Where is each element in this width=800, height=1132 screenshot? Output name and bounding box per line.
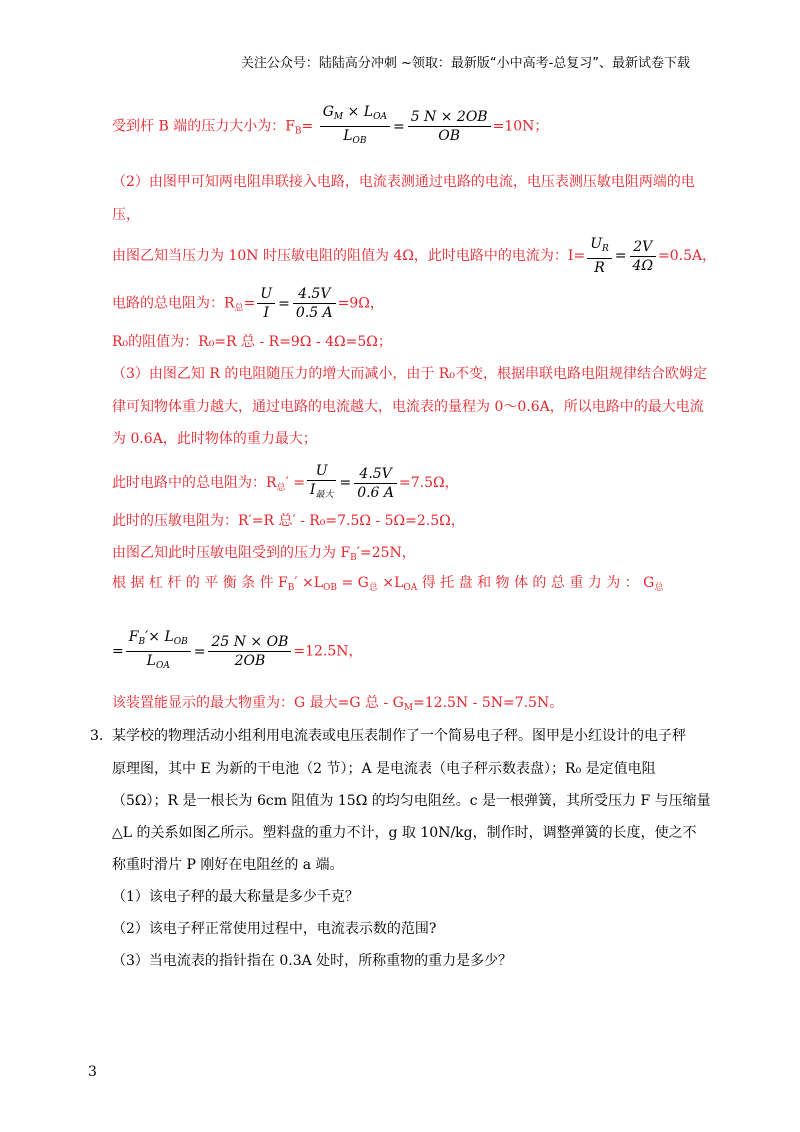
text: ′=25N，	[356, 545, 416, 561]
sub: B	[138, 637, 146, 647]
text: 电路的总电阻为：R	[112, 295, 235, 312]
solution-line-1: 受到杆 B 端的压力大小为：$F_B=$ $\frac{G_M \times L_{OA}}{L_{OB}}$ = $\frac{5 N \times 2OB}{OB}$ =10N；	[112, 103, 548, 150]
text: =12.5N，	[293, 643, 363, 660]
solution-line-4: 由图乙知当压力为 10N 时压敏电阻的阻值为 4Ω，此时电路中的电流为：I= $\frac{U_R}{R}$ = $\frac{2V}{4\Omega}$ =0.5A，	[112, 236, 717, 276]
sub: R	[602, 244, 609, 254]
sub: OB	[352, 136, 367, 146]
num: 5 N × 2OB	[408, 108, 491, 127]
text: =12.5N - 5N=7.5N。	[413, 695, 564, 711]
sub: B	[294, 126, 302, 137]
fraction-4-5v-over-0-5a	[293, 285, 336, 322]
sub: OA	[373, 112, 387, 122]
text: ′ ×L	[294, 575, 324, 591]
text: 根 据 杠 杆 的 平 衡 条 件 F	[112, 575, 288, 591]
den: 0.5 A	[295, 305, 333, 321]
text: 由图乙知当压力为 10N 时压敏电阻的阻值为 4Ω，此时电路中的电流为：I=	[112, 248, 586, 264]
den: R	[594, 260, 605, 276]
text: ′ =	[285, 475, 305, 491]
fraction-2v-over-4ohm	[630, 238, 657, 275]
question-3-line-4: △L 的关系如图乙所示。塑料盘的重力不计，g 取 10N/kg，制作时，调整弹簧的长度，使之不	[112, 825, 697, 841]
solution-line-10: 此时电路中的总电阻为：$R_总'$ = $\frac{U}{I_{最大}}$ = $\frac{4.5V}{0.6 A}$ =7.5Ω，	[112, 462, 459, 504]
question-3-line-5: 称重时滑片 P 刚好在电阻丝的 a 端。	[112, 857, 344, 873]
fraction-u-over-i	[257, 285, 275, 322]
solution-line-15	[112, 693, 563, 718]
solution-line-14: = $\frac{F_B'\times L_{OB}}{L_{OA}}$ = $\frac{25 N \times OB}{2OB}$ =12.5N，	[112, 628, 363, 675]
question-3-line-2: 原理图，其中 E 为新的干电池（2 节）；A 是电流表（电子秤示数表盘）；R₀ 是定值电阻	[112, 761, 656, 777]
text: 此时电路中的总电阻为：R	[112, 475, 277, 491]
num: 25 N × OB	[208, 633, 291, 652]
num: 2V	[630, 238, 657, 257]
text: 受到杆 B 端的压力大小为：F	[112, 118, 295, 135]
solution-line-12	[112, 543, 416, 568]
fraction-4-5v-over-0-6a	[354, 465, 397, 502]
sub: 总	[276, 483, 286, 493]
den: L	[146, 653, 156, 669]
fraction-u-over-imax	[307, 462, 337, 504]
fraction-gm-loa-over-lob	[320, 103, 390, 150]
den: L	[343, 128, 353, 144]
solution-line-9: 为 0.6A，此时物体的重力最大；	[112, 431, 317, 447]
den: 2OB	[234, 653, 266, 669]
sub-question-1: （1）该电子秤的最大称量是多少千克？	[112, 889, 359, 905]
text: =0.5A，	[658, 248, 717, 264]
sub: 最大	[315, 490, 334, 500]
sub: OB	[173, 637, 188, 647]
solution-line-11: 此时的压敏电阻为：R′=R 总′ - R₀=7.5Ω - 5Ω=2.5Ω，	[112, 513, 465, 529]
solution-line-6: R₀的阻值为：R₀=R 总 - R=9Ω - 4Ω=5Ω；	[112, 334, 392, 350]
sub: M	[403, 703, 414, 713]
sub: M	[333, 112, 344, 122]
den: I	[309, 482, 316, 498]
num: G	[322, 104, 334, 120]
solution-line-13	[112, 573, 663, 598]
sub: OA	[155, 661, 170, 671]
page-number: 3	[88, 1064, 97, 1080]
sub: OB	[323, 583, 338, 593]
den: OB	[438, 128, 461, 144]
num: 4.5V	[293, 285, 336, 304]
question-number: 3.	[90, 728, 104, 744]
fraction-25n-ob-over-2ob	[208, 633, 291, 670]
text: =7.5Ω，	[399, 475, 459, 491]
solution-line-2: （2）由图甲可知两电阻串联接入电路，电流表测通过电路的电流，电压表测压敏电阻两端的电	[112, 174, 695, 190]
num: 4.5V	[354, 465, 397, 484]
den: 0.6 A	[357, 484, 395, 501]
num: × L	[343, 104, 374, 120]
text: =	[112, 643, 124, 660]
page-header: 关注公众号：陆陆高分冲刺 ~领取：最新版“小中高考-总复习”、最新试卷下载	[240, 56, 690, 71]
text: 该装置能显示的最大物重为：G 最大=G 总 - G	[112, 695, 404, 711]
sub: OA	[403, 583, 418, 593]
sub-question-3: （3）当电流表的指针指在 0.3A 处时，所称重物的重力是多少？	[112, 953, 513, 969]
text: 由图乙知此时压敏电阻受到的压力为 F	[112, 545, 351, 561]
sub: B	[350, 553, 357, 563]
sub: 总	[234, 303, 244, 314]
solution-line-3: 压，	[112, 207, 140, 223]
text: = G	[337, 575, 369, 591]
sub-question-2: （2）该电子秤正常使用过程中，电流表示数的范围?	[112, 921, 437, 937]
question-3-line-3: （5Ω）；R 是一根长为 6cm 阻值为 15Ω 的均匀电阻丝。c 是一根弹簧，其所受压力 F 与压缩量	[112, 793, 711, 809]
num: U	[257, 285, 275, 304]
den: I	[263, 305, 269, 321]
num: ′× L	[145, 629, 174, 645]
text: 得 托 盘 和 物 体 的 总 重 力 为 ： G	[417, 575, 655, 591]
fraction-5n-2ob-over-ob	[408, 108, 491, 145]
num: U	[590, 236, 603, 252]
text: =10N；	[492, 118, 549, 135]
fraction-ur-over-r	[587, 235, 612, 277]
num: U	[307, 462, 337, 481]
text: =9Ω，	[337, 295, 384, 312]
text: =	[243, 295, 256, 312]
text: ×L	[377, 575, 404, 591]
question-3-line-1: 某学校的物理活动小组利用电流表或电压表制作了一个简易电子秤。图甲是小红设计的电子秤	[112, 728, 686, 744]
den: 4Ω	[632, 257, 654, 274]
solution-line-5: 电路的总电阻为：$R_总=$ $\frac{U}{I}$ = $\frac{4.5V}{0.5 A}$ =9Ω，	[112, 286, 384, 321]
num: F	[128, 629, 139, 645]
fraction-fb-lob-over-loa	[126, 628, 191, 675]
text: =	[301, 118, 314, 135]
sub: 总	[654, 583, 664, 593]
solution-line-7: （3）由图乙知 R 的电阻随压力的增大而减小，由于 R₀不变，根据串联电路电阻规律结合欧姆定	[112, 366, 707, 382]
sub: B	[287, 583, 295, 593]
solution-line-8: 律可知物体重力越大，通过电路的电流越大，电流表的量程为 0～0.6A，所以电路中的最大电流	[112, 399, 704, 415]
sub: 总	[368, 583, 378, 593]
